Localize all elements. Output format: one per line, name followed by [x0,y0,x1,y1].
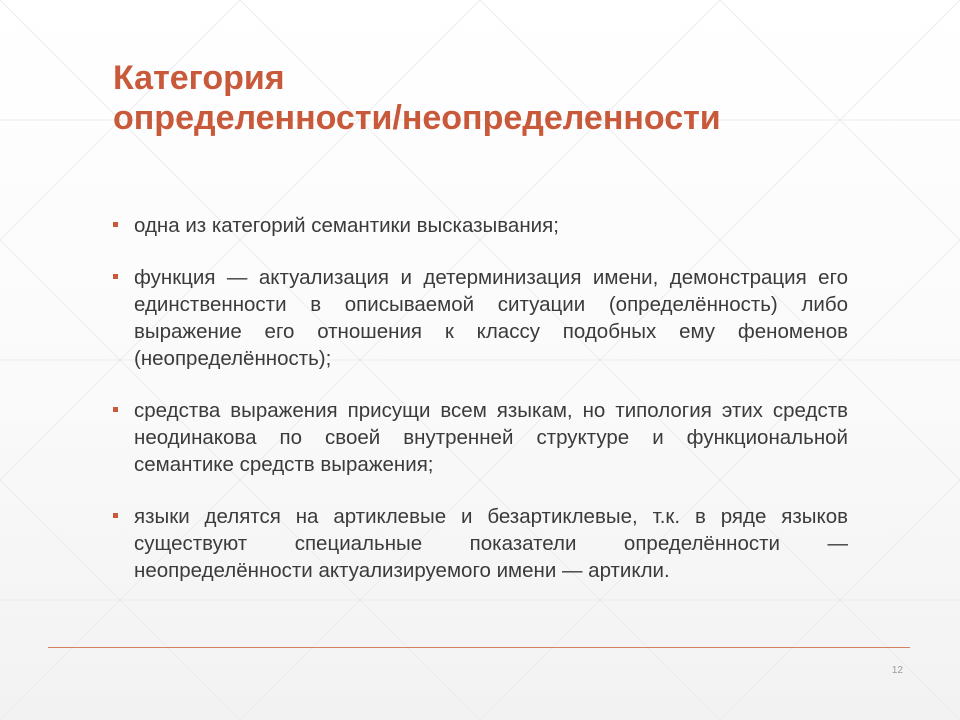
bullet-list [113,212,848,584]
title-line-1: Категория [113,59,285,97]
title-line-2: определенности/неопределенности [113,99,721,137]
bullet-item [113,503,848,584]
bullet-text: одна из категорий семантики высказывания; [134,214,559,237]
bullet-marker-icon [113,274,118,279]
bullet-item [113,212,848,239]
bullet-text: средства выражения присущи всем языкам, но типология этих средств неодинакова по своей внутренней структуре и функциональной семантике средств выражения; [134,399,848,476]
bullet-item [113,264,848,372]
page-number: 12 [891,665,903,676]
bullet-text: языки делятся на артиклевые и безартиклевые, т.к. в ряде языков существуют специальные показатели определённости —неопределённости актуализируемого имени — артикли. [134,505,848,582]
bullet-text: функция — актуализация и детерминизация имени, демонстрация его единственности в описываемой ситуации (определённость) либо выражение его отношения к классу подобных ему феноменов (неопределённость); [134,266,848,370]
bullet-marker-icon [113,407,118,412]
bullet-item [113,397,848,478]
bullet-marker-icon [113,513,118,518]
slide-title [113,58,893,138]
bullet-marker-icon [113,222,118,227]
footer-divider [48,647,910,648]
